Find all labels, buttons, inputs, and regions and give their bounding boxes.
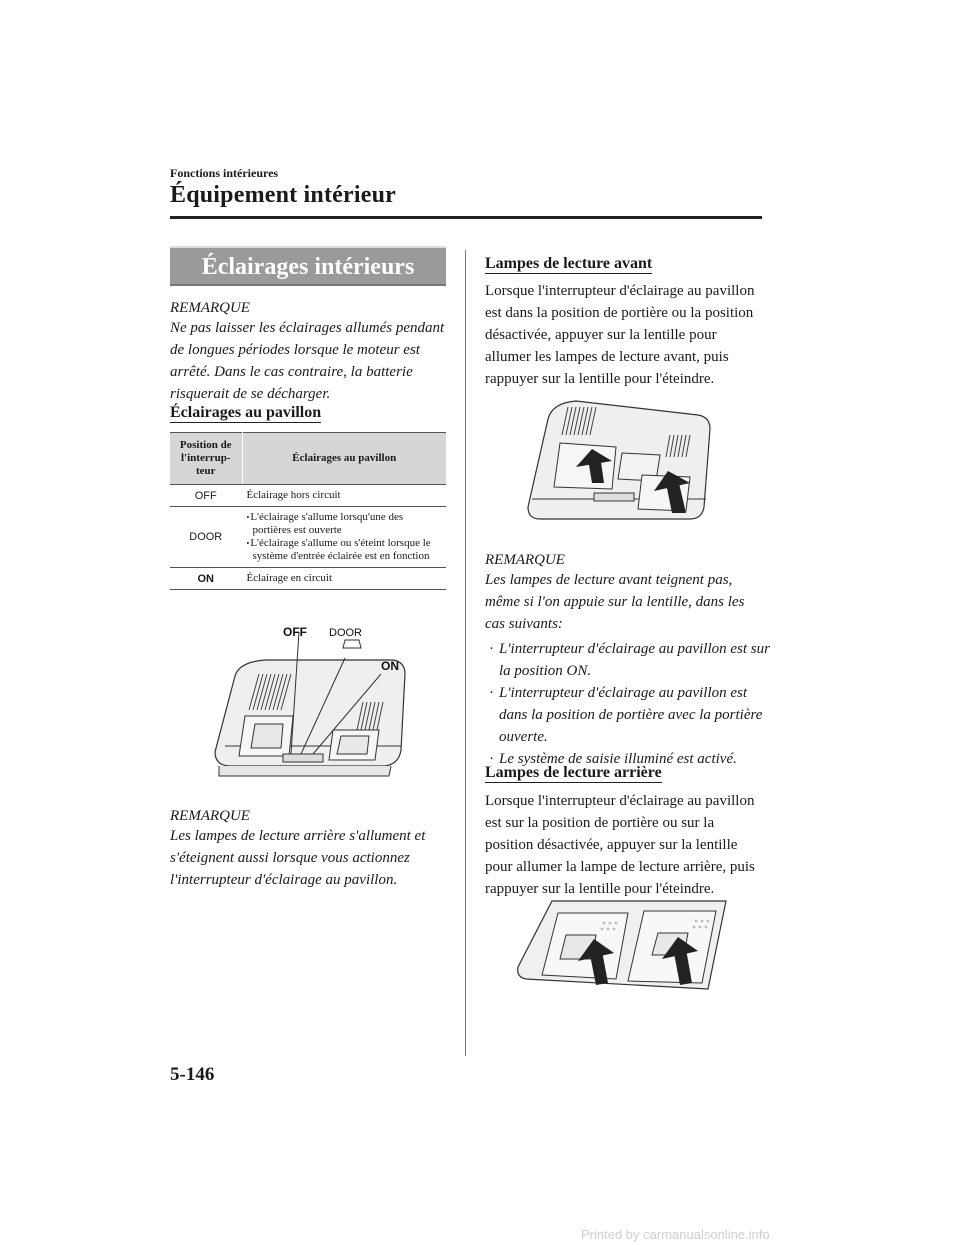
- header-rule: [170, 216, 762, 219]
- table-row: [170, 507, 446, 568]
- table-header-position: Position de l'interrup-teur: [170, 433, 242, 485]
- front-body-text: Lorsque l'interrupteur d'éclairage au pavillon est dans la position de portière ou la position désactivée, appuyer sur la lentille pour allumer les lampes de lecture avant, puis rappuyer sur la lentille pour l'éteindre.: [485, 283, 755, 387]
- note-text: Les lampes de lecture arrière s'allument et s'éteignent aussi lorsque vous actionnez l'interrupteur d'éclairage au pavillon.: [170, 828, 426, 888]
- overhead-console-figure: [205, 618, 445, 788]
- section-title-text: Lampes de lecture arrière: [485, 764, 662, 781]
- table-cell-desc: Éclairage hors circuit: [242, 485, 446, 507]
- label-on: ON: [381, 659, 399, 673]
- label-door: DOOR: [329, 627, 362, 639]
- label-off: OFF: [283, 625, 307, 639]
- rear-body-text: Lorsque l'interrupteur d'éclairage au pavillon est sur la position de portière ou sur la position désactivée, appuyer sur la lentille pour allumer la lampe de lecture arrière, puis rappuyer sur la lentille pour l'éteindre.: [485, 793, 755, 897]
- table-bullet: • L'éclairage s'allume ou s'éteint lorsque le système d'entrée éclairée est en fonction: [247, 537, 443, 563]
- note-label: REMARQUE: [485, 552, 565, 568]
- page-title: Équipement intérieur: [170, 182, 396, 208]
- table-cell-desc: [242, 507, 446, 568]
- section-title-front: [485, 255, 652, 273]
- note-text: Ne pas laisser les éclairages allumés pendant de longues périodes lorsque le moteur est arrêté. Dans le cas contraire, la batterie risquerait de se décharger.: [170, 320, 445, 402]
- front-lamps-figure: [520, 395, 720, 527]
- site-watermark: Printed by carmanualsonline.info: [581, 1227, 770, 1242]
- table-cell-desc: Éclairage en circuit: [242, 568, 446, 590]
- note-label: REMARQUE: [170, 300, 250, 316]
- table-cell-position: DOOR: [170, 507, 242, 568]
- table-cell-position: OFF: [170, 485, 242, 507]
- lights-table: [170, 432, 446, 590]
- table-bullet: • L'éclairage s'allume lorsqu'une des portières est ouverte: [247, 511, 443, 537]
- lights-table-wrap: [170, 432, 446, 590]
- table-row: [170, 485, 446, 507]
- table-cell-position: ON: [170, 568, 242, 590]
- chapter-label: Fonctions intérieures: [170, 166, 279, 180]
- list-item: · Le système de saisie illuminé est activé.: [485, 748, 770, 770]
- section-title-rear: [485, 764, 662, 782]
- table-header-lights: Éclairages au pavillon: [242, 433, 446, 485]
- section-title-pavillon: [170, 404, 321, 422]
- table-row: [170, 568, 446, 590]
- front-note-bullets: [485, 638, 770, 770]
- section-title-text: Éclairages au pavillon: [170, 404, 322, 421]
- section-banner: Éclairages intérieurs: [170, 246, 446, 286]
- front-note-block: [485, 552, 765, 635]
- list-item: · L'interrupteur d'éclairage au pavillon est sur la position ON.: [485, 638, 770, 682]
- note-text: Les lampes de lecture avant teignent pas, même si l'on appuie sur la lentille, dans les cas suivants:: [485, 572, 745, 632]
- note-block-2: [170, 808, 455, 891]
- list-item: · L'interrupteur d'éclairage au pavillon est dans la position de portière avec la portière ouverte.: [485, 682, 770, 748]
- note-label: REMARQUE: [170, 808, 250, 824]
- page-number: 5-146: [170, 1064, 215, 1085]
- table-header-row: [170, 433, 446, 485]
- note-block-1: [170, 300, 450, 405]
- section-title-text: Lampes de lecture avant: [485, 255, 653, 272]
- rear-lamps-figure: [512, 897, 734, 993]
- column-divider: [465, 250, 466, 1056]
